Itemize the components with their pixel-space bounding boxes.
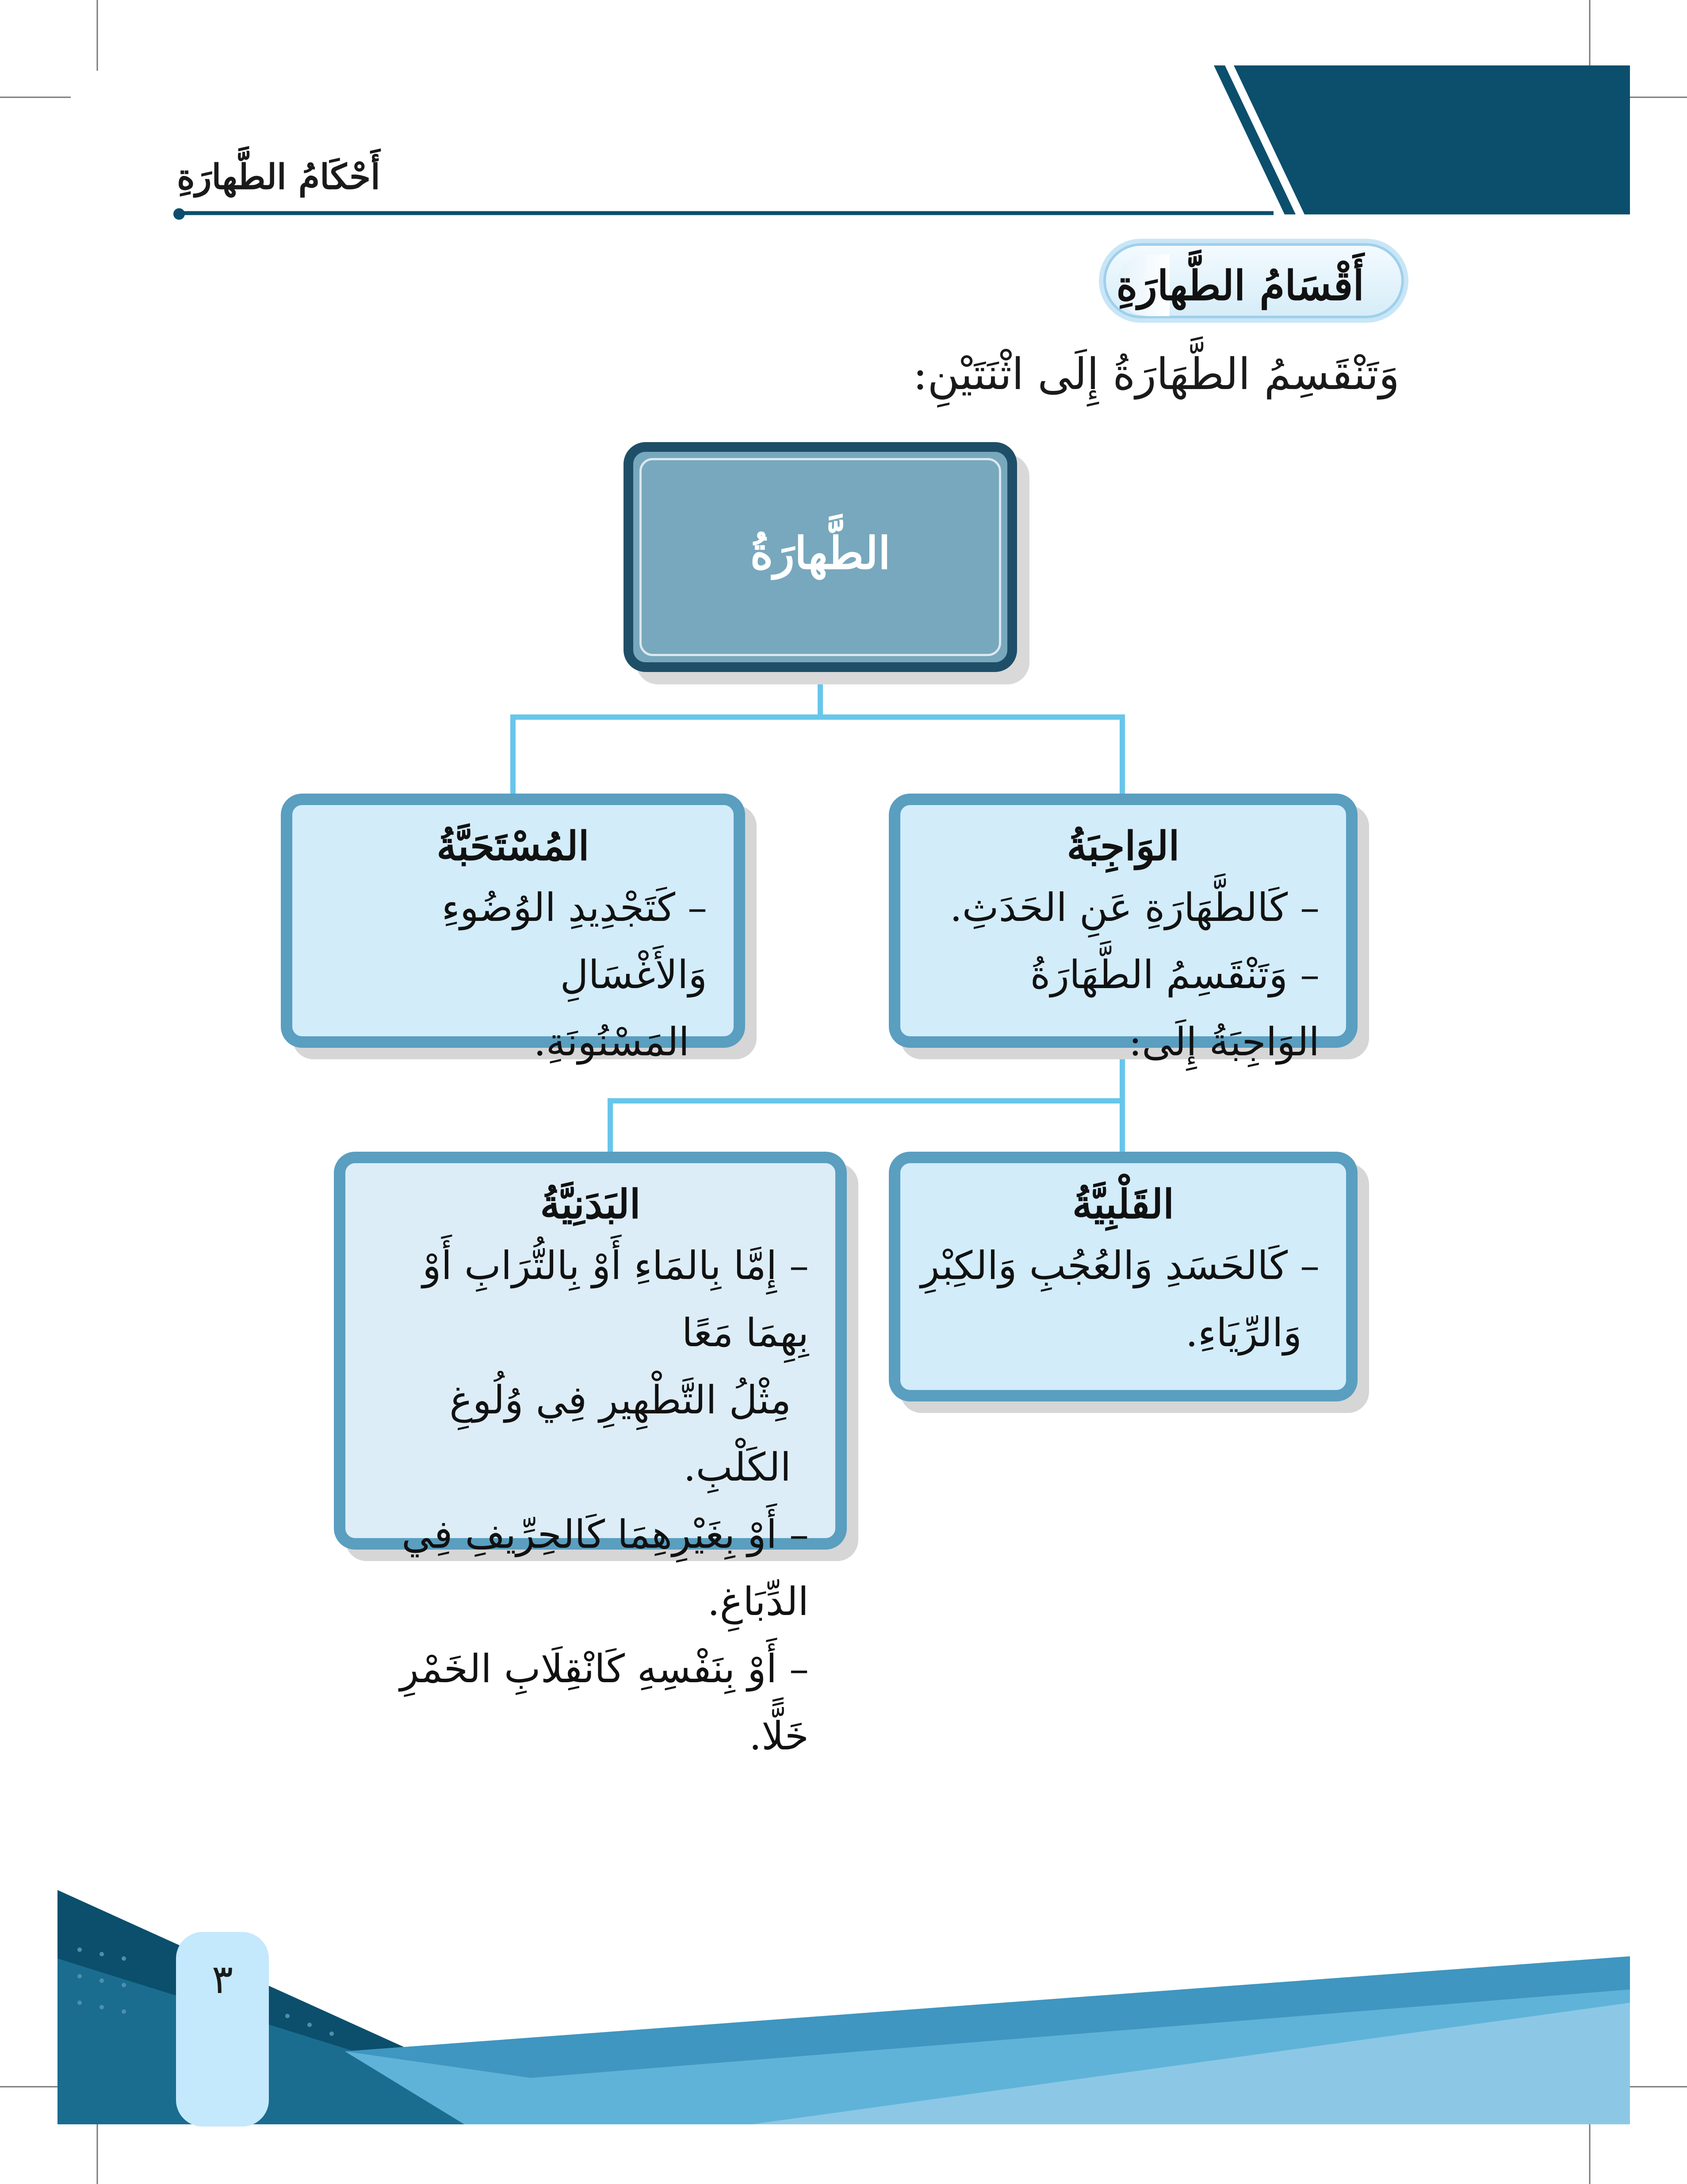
mustahabba-line: المَسْنُونَةِ. — [533, 1019, 689, 1065]
section-title: أَقْسَامُ الطَّهارَةِ — [1116, 262, 1364, 309]
qalbiyya-box — [889, 1152, 1358, 1401]
root-box — [624, 442, 1017, 672]
qalbiyya-title: القَلْبِيَّةُ — [1072, 1181, 1174, 1228]
mustahabba-lines — [310, 874, 707, 1076]
intro-text: وَتَنْقَسِمُ الطَّهَارَةُ إِلَى اثْنَتَيْنِ: — [913, 349, 1400, 400]
wajiba-box — [889, 794, 1358, 1065]
page-number: ٣ — [211, 1956, 233, 2003]
wajiba-line: – كَالطَّهَارَةِ عَنِ الحَدَثِ. — [949, 885, 1320, 930]
badaniyya-title: البَدَنِيَّةُ — [540, 1181, 641, 1228]
badaniyya-lines — [363, 1232, 809, 1770]
badaniyya-line: مِثْلُ التَّطْهِيرِ فِي وُلُوغِ الكَلْبِ. — [449, 1377, 791, 1490]
badaniyya-line: – أَوْ بِغَيْرِهِمَا كَالحِرِّيفِ فِي الدِّبَاغِ. — [402, 1512, 809, 1624]
qalbiyya-line: وَالرِّيَاءِ. — [1186, 1310, 1302, 1355]
badaniyya-box — [334, 1152, 847, 1759]
qalbiyya-line: – كَالحَسَدِ وَالعُجُبِ وَالكِبْرِ — [921, 1243, 1320, 1288]
mustahabba-box — [281, 794, 745, 1065]
badaniyya-line: – إِمَّا بِالمَاءِ أَوْ بِالتُّرَابِ أَوْ بِهِمَا مَعًا — [422, 1243, 809, 1355]
footer-waves — [57, 1890, 1630, 2124]
wajiba-line: – وَتَنْقَسِمُ الطَّهَارَةُ الوَاجِبَةُ إِلَى: — [1030, 952, 1320, 1065]
wajiba-title: الوَاجِبَةُ — [1067, 823, 1180, 870]
mustahabba-title: المُسْتَحَبَّةُ — [436, 823, 589, 870]
wajiba-lines — [918, 874, 1320, 1076]
running-title: أَحْكَامُ الطَّهارَةِ — [177, 157, 380, 197]
qalbiyya-lines — [918, 1232, 1320, 1367]
section-title-pill — [1099, 239, 1408, 323]
badaniyya-line: – أَوْ بِنَفْسِهِ كَانْقِلَابِ الخَمْرِ خَلًّا. — [400, 1646, 809, 1759]
page-number-tab — [176, 1932, 269, 2127]
mustahabba-line: – كَتَجْدِيدِ الوُضُوءِ وَالأَغْسَالِ — [441, 885, 707, 997]
root-label: الطَّهارَةُ — [750, 527, 891, 579]
